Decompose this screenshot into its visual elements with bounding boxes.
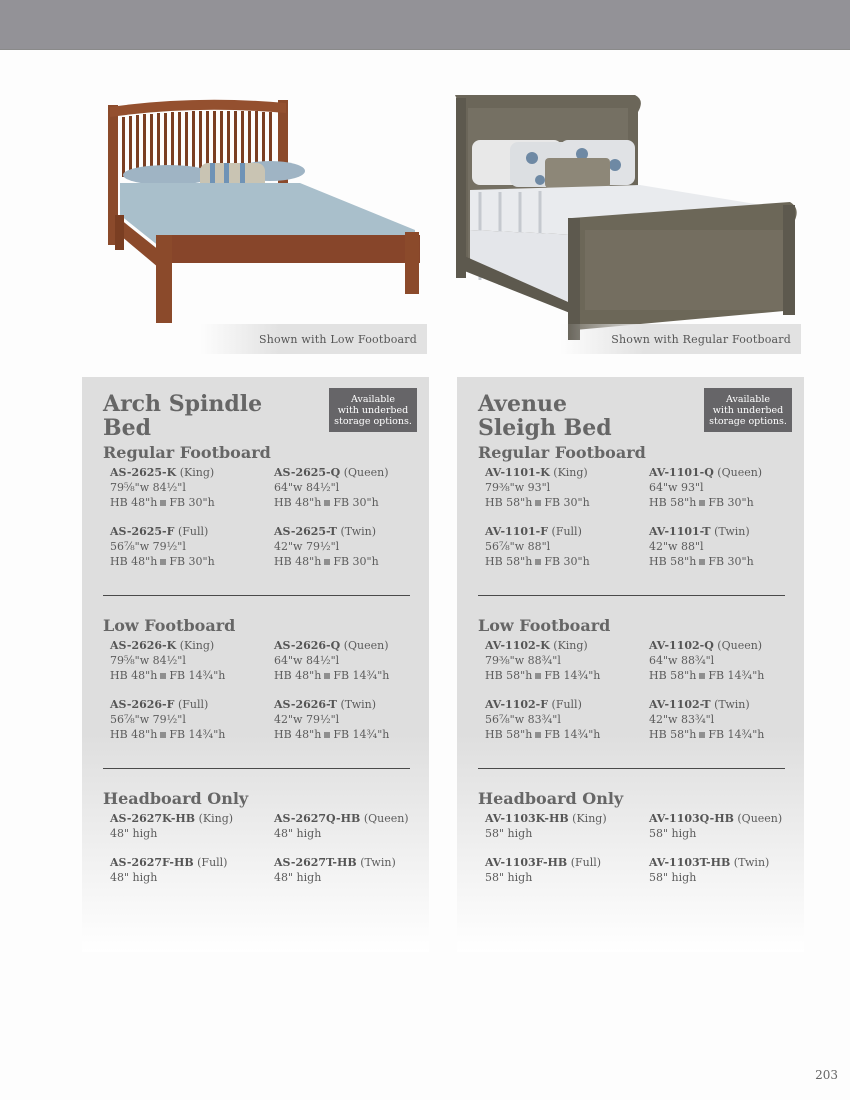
sku-item <box>649 465 799 510</box>
sku-item <box>110 465 274 510</box>
sku-size: (Twin) <box>733 856 770 869</box>
sku-dims: 64"w 84½"l <box>274 481 340 494</box>
product-title <box>478 392 698 440</box>
sku-dims: 42"w 79½"l <box>274 540 340 553</box>
product-panel-avenue-sleigh <box>457 377 804 952</box>
badge-line: storage options. <box>709 415 787 427</box>
sku-size: (Twin) <box>340 525 377 538</box>
sku-item <box>649 811 799 841</box>
sku-code: AS-2627K-HB <box>110 812 196 825</box>
sku-hb: HB 48"h <box>274 555 322 568</box>
sku-dims: 42"w 88"l <box>649 540 704 553</box>
sku-fb: FB 14¾"h <box>169 669 226 682</box>
sku-item <box>274 638 424 683</box>
sku-hb: HB 58"h <box>649 555 697 568</box>
bullet-square-icon <box>324 673 330 679</box>
sku-hb: HB 48"h <box>110 669 158 682</box>
sku-hb: HB 48"h <box>110 496 158 509</box>
sku-item <box>649 638 799 683</box>
sku-size: (Twin) <box>360 856 396 869</box>
sku-height: 58" high <box>649 871 697 884</box>
sku-fb: FB 14¾"h <box>708 669 765 682</box>
sku-code: AV-1101-F <box>485 525 549 538</box>
sku-hb: HB 48"h <box>274 669 322 682</box>
sku-fb: FB 30"h <box>169 555 215 568</box>
sku-code: AV-1102-T <box>649 698 711 711</box>
badge-line: Available <box>351 393 395 405</box>
section-title-low-footboard: Low Footboard <box>478 616 611 635</box>
sku-height: 58" high <box>649 827 697 840</box>
bullet-square-icon <box>160 732 166 738</box>
sku-grid <box>103 465 409 569</box>
section-title-regular-footboard: Regular Footboard <box>478 443 646 462</box>
sku-dims: 64"w 93"l <box>649 481 704 494</box>
sku-item <box>485 465 649 510</box>
sku-dims: 42"w 79½"l <box>274 713 340 726</box>
section-title-headboard-only: Headboard Only <box>478 789 624 808</box>
sku-code: AV-1101-Q <box>649 466 714 479</box>
avenue-sleigh-bed-photo <box>450 90 805 340</box>
sku-hb: HB 48"h <box>110 728 158 741</box>
section-title-low-footboard: Low Footboard <box>103 616 236 635</box>
bullet-square-icon <box>699 673 705 679</box>
sku-dims: 56⅞"w 79½"l <box>110 713 186 726</box>
sku-code: AS-2627Q-HB <box>274 812 361 825</box>
bullet-square-icon <box>535 500 541 506</box>
product-title-line: Arch Spindle <box>103 391 263 417</box>
sku-size: (Twin) <box>714 525 750 538</box>
sku-size: (Twin) <box>340 698 377 711</box>
section-title-regular-footboard: Regular Footboard <box>103 443 271 462</box>
sku-item <box>485 638 649 683</box>
sku-height: 58" high <box>485 871 533 884</box>
photo-caption-arch-spindle <box>200 324 427 354</box>
product-panel-arch-spindle <box>82 377 429 952</box>
sku-hb: HB 58"h <box>485 728 533 741</box>
section-divider <box>103 768 410 769</box>
sku-hb: HB 48"h <box>274 728 322 741</box>
sku-dims: 42"w 83¾"l <box>649 713 715 726</box>
bullet-square-icon <box>699 732 705 738</box>
sku-grid <box>478 638 784 742</box>
bullet-square-icon <box>535 559 541 565</box>
sku-code: AS-2627F-HB <box>110 856 194 869</box>
sku-size: (Queen) <box>717 466 763 479</box>
product-title-line: Sleigh Bed <box>478 415 612 441</box>
sku-grid <box>103 811 409 885</box>
sku-height: 48" high <box>274 827 322 840</box>
sku-code: AV-1102-F <box>485 698 549 711</box>
section-title-headboard-only: Headboard Only <box>103 789 249 808</box>
sku-code: AV-1103F-HB <box>485 856 568 869</box>
sku-item <box>274 524 424 569</box>
sku-fb: FB 30"h <box>544 555 590 568</box>
sku-code: AV-1102-K <box>485 639 550 652</box>
sku-code: AV-1101-K <box>485 466 550 479</box>
sku-code: AS-2625-K <box>110 466 177 479</box>
sku-code: AS-2625-F <box>110 525 175 538</box>
bullet-square-icon <box>699 500 705 506</box>
sku-item <box>110 697 274 742</box>
sku-fb: FB 30"h <box>333 555 379 568</box>
bullet-square-icon <box>324 732 330 738</box>
sku-item <box>274 855 424 885</box>
sku-item <box>274 811 424 841</box>
sku-code: AV-1103Q-HB <box>649 812 734 825</box>
bullet-square-icon <box>324 559 330 565</box>
sku-fb: FB 14¾"h <box>169 728 226 741</box>
sku-dims: 79⅝"w 84½"l <box>110 654 186 667</box>
arch-spindle-bed-photo <box>100 95 430 330</box>
sku-fb: FB 30"h <box>333 496 379 509</box>
sku-fb: FB 30"h <box>169 496 215 509</box>
product-title-line: Avenue <box>478 391 567 417</box>
sku-item <box>485 524 649 569</box>
sku-item <box>110 811 274 841</box>
section-divider <box>478 768 785 769</box>
bullet-square-icon <box>535 732 541 738</box>
sku-hb: HB 48"h <box>274 496 322 509</box>
sku-item <box>485 811 649 841</box>
badge-line: with underbed <box>712 404 784 416</box>
bullet-square-icon <box>324 500 330 506</box>
sku-fb: FB 30"h <box>544 496 590 509</box>
sku-fb: FB 30"h <box>708 496 754 509</box>
sku-height: 48" high <box>274 871 322 884</box>
badge-line: storage options. <box>334 415 412 427</box>
sku-code: AS-2627T-HB <box>274 856 357 869</box>
bullet-square-icon <box>160 559 166 565</box>
section-divider <box>478 595 785 596</box>
sku-fb: FB 14¾"h <box>708 728 765 741</box>
sku-height: 48" high <box>110 871 158 884</box>
sku-dims: 79⅝"w 84½"l <box>110 481 186 494</box>
sku-size: (Queen) <box>717 639 763 652</box>
sku-code: AS-2625-T <box>274 525 337 538</box>
sku-code: AV-1103K-HB <box>485 812 569 825</box>
sku-height: 58" high <box>485 827 533 840</box>
sku-item <box>649 697 799 742</box>
sku-item <box>274 697 424 742</box>
badge-line: Available <box>726 393 770 405</box>
sku-hb: HB 58"h <box>649 669 697 682</box>
sku-size: (Twin) <box>714 698 750 711</box>
sku-fb: FB 14¾"h <box>333 728 390 741</box>
caption-text: Shown with Regular Footboard <box>611 332 791 346</box>
badge-line: with underbed <box>337 404 409 416</box>
sku-size: (King) <box>179 639 215 652</box>
header-bar <box>0 0 850 50</box>
sku-size: (Full) <box>570 856 602 869</box>
sku-item <box>485 697 649 742</box>
sku-size: (Full) <box>551 698 582 711</box>
page-number: 203 <box>815 1068 838 1082</box>
sku-dims: 79⅜"w 88¾"l <box>485 654 561 667</box>
sku-size: (Full) <box>551 525 582 538</box>
sku-dims: 64"w 84½"l <box>274 654 340 667</box>
sku-size: (Full) <box>177 525 209 538</box>
bullet-square-icon <box>535 673 541 679</box>
bullet-square-icon <box>699 559 705 565</box>
product-title <box>103 392 323 440</box>
sku-item <box>649 524 799 569</box>
sku-size: (King) <box>553 639 588 652</box>
sku-code: AV-1103T-HB <box>649 856 731 869</box>
sku-item <box>274 465 424 510</box>
bullet-square-icon <box>160 500 166 506</box>
sku-code: AV-1101-T <box>649 525 711 538</box>
underbed-storage-badge <box>704 388 792 432</box>
sku-size: (King) <box>179 466 215 479</box>
sku-item <box>485 855 649 885</box>
sku-size: (Full) <box>197 856 228 869</box>
sku-item <box>110 638 274 683</box>
sku-size: (Full) <box>177 698 209 711</box>
bullet-square-icon <box>160 673 166 679</box>
sku-dims: 56⅞"w 88"l <box>485 540 551 553</box>
sku-hb: HB 58"h <box>649 496 697 509</box>
sku-size: (Queen) <box>737 812 783 825</box>
sku-fb: FB 30"h <box>708 555 754 568</box>
sku-fb: FB 14¾"h <box>333 669 390 682</box>
sku-code: AV-1102-Q <box>649 639 714 652</box>
sku-size: (King) <box>572 812 607 825</box>
sku-dims: 64"w 88¾"l <box>649 654 715 667</box>
sku-dims: 56⅞"w 79½"l <box>110 540 186 553</box>
sku-size: (Queen) <box>363 812 409 825</box>
sku-dims: 79⅜"w 93"l <box>485 481 551 494</box>
sku-height: 48" high <box>110 827 158 840</box>
sku-grid <box>478 811 784 885</box>
sku-fb: FB 14¾"h <box>544 669 601 682</box>
sku-code: AS-2626-T <box>274 698 337 711</box>
sku-hb: HB 58"h <box>485 496 533 509</box>
sku-fb: FB 14¾"h <box>544 728 601 741</box>
sku-hb: HB 58"h <box>485 555 533 568</box>
sku-grid <box>103 638 409 742</box>
sku-dims: 56⅞"w 83¾"l <box>485 713 561 726</box>
sku-size: (King) <box>553 466 588 479</box>
sku-code: AS-2626-K <box>110 639 177 652</box>
sku-code: AS-2626-F <box>110 698 175 711</box>
sku-code: AS-2626-Q <box>274 639 341 652</box>
sku-grid <box>478 465 784 569</box>
sku-size: (Queen) <box>343 639 389 652</box>
caption-text: Shown with Low Footboard <box>258 332 417 346</box>
section-divider <box>103 595 410 596</box>
product-title-line: Bed <box>103 415 151 441</box>
sku-hb: HB 58"h <box>485 669 533 682</box>
sku-item <box>110 524 274 569</box>
sku-item <box>649 855 799 885</box>
sku-code: AS-2625-Q <box>274 466 341 479</box>
sku-size: (Queen) <box>343 466 389 479</box>
sku-item <box>110 855 274 885</box>
sku-hb: HB 48"h <box>110 555 158 568</box>
underbed-storage-badge <box>329 388 417 432</box>
sku-size: (King) <box>198 812 234 825</box>
sku-hb: HB 58"h <box>649 728 697 741</box>
photo-caption-avenue-sleigh <box>560 324 801 354</box>
